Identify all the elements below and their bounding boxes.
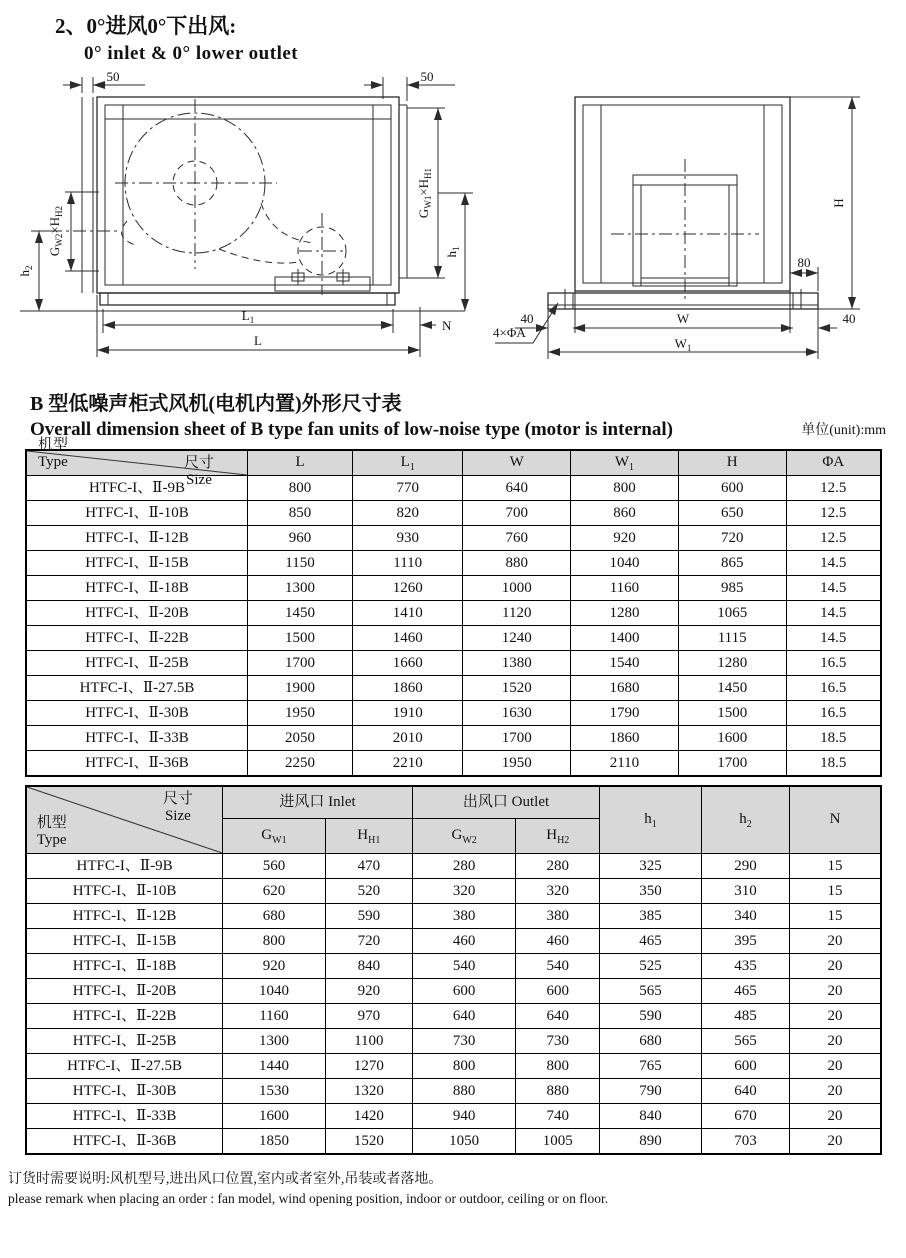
table-row	[26, 651, 881, 676]
value-cell: 1160	[223, 1004, 326, 1029]
value-cell: 20	[789, 954, 881, 979]
value-cell: 1950	[247, 701, 352, 726]
value-cell: 600	[678, 476, 786, 501]
model-cell: HTFC-I、Ⅱ-22B	[26, 626, 247, 651]
value-cell: 12.5	[786, 501, 881, 526]
value-cell: 20	[789, 929, 881, 954]
fan-side-view-diagram	[15, 71, 485, 376]
value-cell: 380	[516, 904, 600, 929]
value-cell: 880	[516, 1079, 600, 1104]
value-cell: 760	[463, 526, 571, 551]
column-header-GW2: $G_{W2}$	[412, 819, 515, 854]
value-cell: 740	[516, 1104, 600, 1129]
value-cell: 12.5	[786, 476, 881, 501]
value-cell: 1280	[571, 601, 679, 626]
value-cell: 290	[701, 854, 789, 879]
value-cell: 1300	[223, 1029, 326, 1054]
dim-label-h2: $h_2$	[17, 265, 34, 277]
value-cell: 1500	[678, 701, 786, 726]
value-cell: 1680	[571, 676, 679, 701]
value-cell: 1320	[325, 1079, 412, 1104]
value-cell: 1240	[463, 626, 571, 651]
dim-label-W: W	[676, 311, 690, 326]
model-cell: HTFC-I、Ⅱ-27.5B	[26, 676, 247, 701]
model-cell: HTFC-I、Ⅱ-30B	[26, 1079, 223, 1104]
value-cell: 920	[571, 526, 679, 551]
value-cell: 1400	[571, 626, 679, 651]
model-cell: HTFC-I、Ⅱ-9B	[26, 854, 223, 879]
value-cell: 1850	[223, 1129, 326, 1155]
value-cell: 20	[789, 1129, 881, 1155]
value-cell: 650	[678, 501, 786, 526]
value-cell: 920	[223, 954, 326, 979]
value-cell: 790	[600, 1079, 702, 1104]
corner-type-label: 机型 Type	[36, 814, 67, 848]
table-row	[26, 751, 881, 777]
value-cell: 465	[600, 929, 702, 954]
value-cell: 800	[412, 1054, 515, 1079]
value-cell: 470	[325, 854, 412, 879]
table-row	[26, 1079, 881, 1104]
value-cell: 1380	[463, 651, 571, 676]
model-cell: HTFC-I、Ⅱ-25B	[26, 651, 247, 676]
value-cell: 20	[789, 1079, 881, 1104]
dim-label-bolt-holes: 4×ΦA	[493, 325, 526, 340]
value-cell: 2010	[353, 726, 463, 751]
dim-label-80: 80	[797, 255, 811, 270]
table-row	[26, 1029, 881, 1054]
value-cell: 720	[325, 929, 412, 954]
model-cell: HTFC-I、Ⅱ-20B	[26, 601, 247, 626]
dim-label-inlet-size: $G_{W1}\times H_{H1}$	[416, 167, 433, 219]
value-cell: 18.5	[786, 751, 881, 777]
value-cell: 865	[678, 551, 786, 576]
group-header-inlet: 进风口 Inlet	[223, 786, 413, 819]
value-cell: 395	[701, 929, 789, 954]
value-cell: 12.5	[786, 526, 881, 551]
model-cell: HTFC-I、Ⅱ-36B	[26, 751, 247, 777]
value-cell: 460	[516, 929, 600, 954]
column-header-L: L	[247, 450, 352, 476]
value-cell: 325	[600, 854, 702, 879]
model-cell: HTFC-I、Ⅱ-20B	[26, 979, 223, 1004]
dim-label-40-left: 40	[520, 311, 534, 326]
model-cell: HTFC-I、Ⅱ-15B	[26, 929, 223, 954]
model-cell: HTFC-I、Ⅱ-9B	[26, 476, 247, 501]
model-cell: HTFC-I、Ⅱ-27.5B	[26, 1054, 223, 1079]
value-cell: 940	[412, 1104, 515, 1129]
model-cell: HTFC-I、Ⅱ-10B	[26, 879, 223, 904]
value-cell: 680	[600, 1029, 702, 1054]
column-header-GW1: $G_{W1}$	[223, 819, 326, 854]
value-cell: 1910	[353, 701, 463, 726]
value-cell: 600	[701, 1054, 789, 1079]
value-cell: 970	[325, 1004, 412, 1029]
value-cell: 14.5	[786, 576, 881, 601]
model-cell: HTFC-I、Ⅱ-12B	[26, 526, 247, 551]
value-cell: 880	[463, 551, 571, 576]
value-cell: 1450	[247, 601, 352, 626]
value-cell: 14.5	[786, 626, 881, 651]
value-cell: 960	[247, 526, 352, 551]
value-cell: 565	[701, 1029, 789, 1054]
dim-label-h1: $h_1$	[444, 246, 461, 258]
column-header-HH1: $H_{H1}$	[325, 819, 412, 854]
value-cell: 1540	[571, 651, 679, 676]
model-cell: HTFC-I、Ⅱ-10B	[26, 501, 247, 526]
unit-label: 单位(unit):mm	[801, 423, 886, 438]
model-cell: HTFC-I、Ⅱ-22B	[26, 1004, 223, 1029]
table-row	[26, 701, 881, 726]
value-cell: 16.5	[786, 651, 881, 676]
value-cell: 640	[463, 476, 571, 501]
dim-label-40-right: 40	[842, 311, 856, 326]
value-cell: 1280	[678, 651, 786, 676]
value-cell: 640	[412, 1004, 515, 1029]
dim-label-W1: $W_1$	[674, 336, 692, 353]
value-cell: 920	[325, 979, 412, 1004]
model-cell: HTFC-I、Ⅱ-18B	[26, 576, 247, 601]
value-cell: 280	[412, 854, 515, 879]
value-cell: 1460	[353, 626, 463, 651]
column-header-N: N	[789, 786, 881, 854]
table-row	[26, 879, 881, 904]
value-cell: 1700	[247, 651, 352, 676]
value-cell: 890	[600, 1129, 702, 1155]
section-heading-en: Overall dimension sheet of B type fan units of low-noise type (motor is internal)	[30, 419, 673, 440]
value-cell: 465	[701, 979, 789, 1004]
value-cell: 800	[571, 476, 679, 501]
overall-dimension-table	[25, 436, 882, 777]
model-cell: HTFC-I、Ⅱ-18B	[26, 954, 223, 979]
group-header-outlet: 出风口 Outlet	[412, 786, 599, 819]
value-cell: 20	[789, 1029, 881, 1054]
table-row	[26, 526, 881, 551]
value-cell: 670	[701, 1104, 789, 1129]
table-row	[26, 929, 881, 954]
value-cell: 15	[789, 904, 881, 929]
value-cell: 1450	[678, 676, 786, 701]
value-cell: 320	[516, 879, 600, 904]
column-header-W1: $W_1$	[571, 450, 679, 476]
value-cell: 1300	[247, 576, 352, 601]
value-cell: 15	[789, 879, 881, 904]
value-cell: 2210	[353, 751, 463, 777]
value-cell: 860	[571, 501, 679, 526]
value-cell: 520	[325, 879, 412, 904]
value-cell: 14.5	[786, 601, 881, 626]
value-cell: 310	[701, 879, 789, 904]
value-cell: 385	[600, 904, 702, 929]
corner-size-label: 尺寸 Size	[162, 791, 193, 825]
value-cell: 1600	[678, 726, 786, 751]
column-header-PhiA: ΦA	[786, 450, 881, 476]
model-cell: HTFC-I、Ⅱ-33B	[26, 1104, 223, 1129]
inlet-outlet-dimension-table	[25, 785, 882, 1155]
value-cell: 720	[678, 526, 786, 551]
model-cell: HTFC-I、Ⅱ-30B	[26, 701, 247, 726]
value-cell: 1100	[325, 1029, 412, 1054]
table-row	[26, 501, 881, 526]
value-cell: 2050	[247, 726, 352, 751]
value-cell: 1790	[571, 701, 679, 726]
value-cell: 320	[412, 879, 515, 904]
value-cell: 703	[701, 1129, 789, 1155]
corner-header-cell	[26, 786, 223, 854]
value-cell: 590	[600, 1004, 702, 1029]
table-row	[26, 1129, 881, 1155]
value-cell: 15	[789, 854, 881, 879]
dim-label-L1: $L_1$	[241, 308, 255, 325]
dim-label-50-right: 50	[420, 69, 434, 84]
value-cell: 1950	[463, 751, 571, 777]
dim-label-50-left: 50	[106, 69, 120, 84]
value-cell: 1270	[325, 1054, 412, 1079]
value-cell: 435	[701, 954, 789, 979]
model-cell: HTFC-I、Ⅱ-25B	[26, 1029, 223, 1054]
table-row	[26, 1004, 881, 1029]
model-cell: HTFC-I、Ⅱ-36B	[26, 1129, 223, 1155]
section-heading-cn: B 型低噪声柜式风机(电机内置)外形尺寸表	[30, 393, 402, 415]
value-cell: 460	[412, 929, 515, 954]
value-cell: 1040	[571, 551, 679, 576]
model-cell: HTFC-I、Ⅱ-15B	[26, 551, 247, 576]
value-cell: 14.5	[786, 551, 881, 576]
value-cell: 280	[516, 854, 600, 879]
table-row	[26, 676, 881, 701]
dim-label-N: N	[442, 318, 452, 333]
table-row	[26, 626, 881, 651]
value-cell: 1110	[353, 551, 463, 576]
corner-size-label: 尺寸 Size	[183, 455, 214, 489]
value-cell: 16.5	[786, 676, 881, 701]
value-cell: 340	[701, 904, 789, 929]
table-row	[26, 1054, 881, 1079]
value-cell: 1660	[353, 651, 463, 676]
value-cell: 20	[789, 979, 881, 1004]
value-cell: 350	[600, 879, 702, 904]
column-header-H: H	[678, 450, 786, 476]
value-cell: 1530	[223, 1079, 326, 1104]
value-cell: 1005	[516, 1129, 600, 1155]
dim-label-outlet-size: $G_{W2}\times H_{H2}$	[47, 205, 64, 257]
value-cell: 700	[463, 501, 571, 526]
value-cell: 525	[600, 954, 702, 979]
value-cell: 1700	[678, 751, 786, 777]
value-cell: 1860	[571, 726, 679, 751]
column-header-L1: $L_1$	[353, 450, 463, 476]
value-cell: 770	[353, 476, 463, 501]
value-cell: 1050	[412, 1129, 515, 1155]
table-row	[26, 601, 881, 626]
value-cell: 1630	[463, 701, 571, 726]
value-cell: 560	[223, 854, 326, 879]
value-cell: 620	[223, 879, 326, 904]
value-cell: 1900	[247, 676, 352, 701]
column-header-h1: $h_1$	[600, 786, 702, 854]
value-cell: 985	[678, 576, 786, 601]
table-row	[26, 476, 881, 501]
dim-label-L: L	[254, 333, 262, 348]
value-cell: 1065	[678, 601, 786, 626]
value-cell: 1600	[223, 1104, 326, 1129]
corner-type-label: 机型 Type	[37, 436, 68, 470]
order-note-en: please remark when placing an order : fan model, wind opening position, indoor or outdoor, ceiling or on floor.	[8, 1191, 609, 1206]
table-row	[26, 726, 881, 751]
value-cell: 1500	[247, 626, 352, 651]
column-header-W: W	[463, 450, 571, 476]
value-cell: 380	[412, 904, 515, 929]
value-cell: 820	[353, 501, 463, 526]
value-cell: 20	[789, 1054, 881, 1079]
value-cell: 765	[600, 1054, 702, 1079]
value-cell: 800	[247, 476, 352, 501]
value-cell: 1115	[678, 626, 786, 651]
value-cell: 485	[701, 1004, 789, 1029]
table-row	[26, 979, 881, 1004]
value-cell: 1700	[463, 726, 571, 751]
value-cell: 680	[223, 904, 326, 929]
value-cell: 1410	[353, 601, 463, 626]
value-cell: 800	[516, 1054, 600, 1079]
value-cell: 730	[516, 1029, 600, 1054]
value-cell: 1520	[325, 1129, 412, 1155]
value-cell: 640	[516, 1004, 600, 1029]
value-cell: 565	[600, 979, 702, 1004]
column-header-h2: $h_2$	[701, 786, 789, 854]
value-cell: 600	[516, 979, 600, 1004]
dim-label-H: H	[831, 198, 846, 208]
value-cell: 930	[353, 526, 463, 551]
value-cell: 590	[325, 904, 412, 929]
value-cell: 1860	[353, 676, 463, 701]
column-header-HH2: $H_{H2}$	[516, 819, 600, 854]
value-cell: 20	[789, 1104, 881, 1129]
table-row	[26, 1104, 881, 1129]
page-title-en: 0° inlet & 0° lower outlet	[84, 43, 299, 64]
value-cell: 640	[701, 1079, 789, 1104]
value-cell: 18.5	[786, 726, 881, 751]
table-row	[26, 576, 881, 601]
value-cell: 600	[412, 979, 515, 1004]
value-cell: 1440	[223, 1054, 326, 1079]
value-cell: 1260	[353, 576, 463, 601]
value-cell: 1040	[223, 979, 326, 1004]
value-cell: 800	[223, 929, 326, 954]
fan-front-view-diagram	[485, 71, 905, 376]
value-cell: 2250	[247, 751, 352, 777]
order-note-cn: 订货时需要说明:风机型号,进出风口位置,室内或者室外,吊装或者落地。	[8, 1172, 443, 1187]
table-row	[26, 551, 881, 576]
table-row	[26, 904, 881, 929]
value-cell: 730	[412, 1029, 515, 1054]
model-cell: HTFC-I、Ⅱ-12B	[26, 904, 223, 929]
value-cell: 1000	[463, 576, 571, 601]
model-cell: HTFC-I、Ⅱ-33B	[26, 726, 247, 751]
value-cell: 850	[247, 501, 352, 526]
diagrams-area	[0, 69, 906, 379]
value-cell: 1160	[571, 576, 679, 601]
value-cell: 840	[600, 1104, 702, 1129]
value-cell: 1420	[325, 1104, 412, 1129]
table-row	[26, 854, 881, 879]
value-cell: 1150	[247, 551, 352, 576]
table-row	[26, 954, 881, 979]
value-cell: 880	[412, 1079, 515, 1104]
value-cell: 2110	[571, 751, 679, 777]
value-cell: 1120	[463, 601, 571, 626]
page-title-cn: 2、0°进风0°下出风:	[55, 14, 237, 38]
value-cell: 20	[789, 1004, 881, 1029]
value-cell: 16.5	[786, 701, 881, 726]
value-cell: 1520	[463, 676, 571, 701]
value-cell: 840	[325, 954, 412, 979]
value-cell: 540	[412, 954, 515, 979]
value-cell: 540	[516, 954, 600, 979]
